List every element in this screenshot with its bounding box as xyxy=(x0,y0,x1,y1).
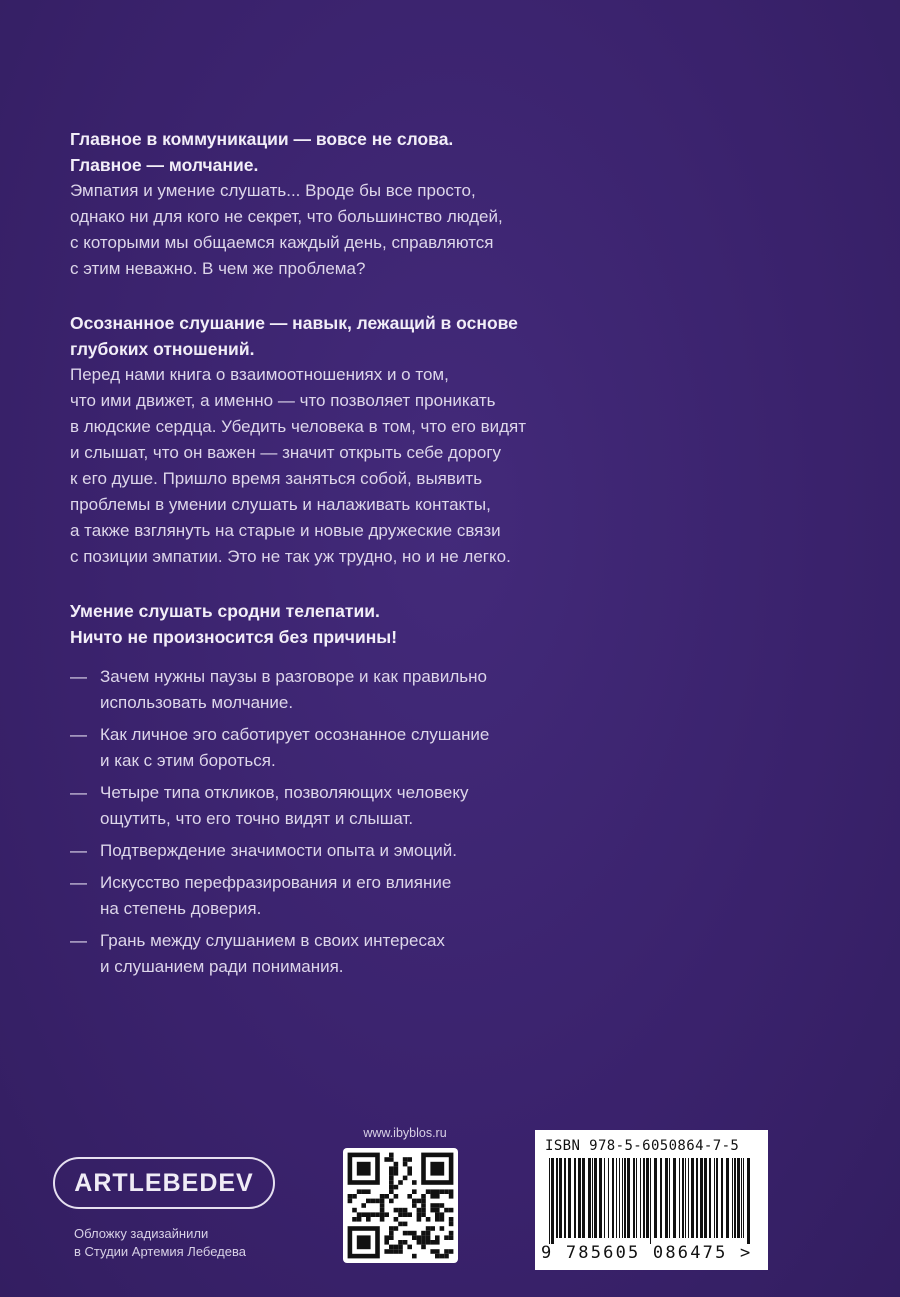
section-body-line: к его душе. Пришло время заняться собой, выявить xyxy=(70,469,483,488)
artlebedev-logo: ARTLEBEDEV xyxy=(53,1157,275,1209)
list-dash: — xyxy=(70,725,87,744)
list-dash: — xyxy=(70,931,87,950)
publisher-url[interactable]: www.ibyblos.ru xyxy=(363,1126,447,1140)
qr-code-icon xyxy=(343,1148,458,1263)
section-body-line: Эмпатия и умение слушать... Вроде бы все просто, xyxy=(70,181,476,200)
list-item-text xyxy=(100,838,550,864)
isbn-number: ISBN 978-5-6050864-7-5 xyxy=(545,1138,740,1154)
section-body-line: проблемы в умении слушать и налаживать контакты, xyxy=(70,495,491,514)
section-heading: Умение слушать сродни телепатии. xyxy=(70,601,380,621)
section-heading: Осознанное слушание — навык, лежащий в основе xyxy=(70,313,518,333)
list-item-text xyxy=(100,664,550,716)
section-body-line: с которыми мы общаемся каждый день, справляются xyxy=(70,233,494,252)
section-body-line: с этим неважно. В чем же проблема? xyxy=(70,259,366,278)
section-body-line: а также взглянуть на старые и новые дружеские связи xyxy=(70,521,501,540)
list-dash: — xyxy=(70,783,87,802)
list-item-line: на степень доверия. xyxy=(100,899,262,918)
feature-list xyxy=(70,664,630,980)
list-dash: — xyxy=(70,873,87,892)
list-item-line: Искусство перефразирования и его влияние xyxy=(100,873,452,892)
list-item-text xyxy=(100,870,550,922)
credit-line: в Студии Артемия Лебедева xyxy=(74,1244,246,1259)
list-item xyxy=(70,838,630,864)
list-item xyxy=(70,870,630,922)
section-body-line: что ими движет, а именно — что позволяет проникать xyxy=(70,391,496,410)
list-item-line: и как с этим бороться. xyxy=(100,751,276,770)
list-item-text xyxy=(100,928,550,980)
section-heading: Ничто не произносится без причины! xyxy=(70,627,398,647)
cover-text xyxy=(70,126,630,1008)
list-item-text xyxy=(100,780,550,832)
design-credit xyxy=(74,1225,246,1261)
section-body-line: в людские сердца. Убедить человека в том, что его видят xyxy=(70,417,527,436)
section-body-line: с позиции эмпатии. Это не так уж трудно, но и не легко. xyxy=(70,547,511,566)
list-item-line: использовать молчание. xyxy=(100,693,294,712)
list-item-line: ощутить, что его точно видят и слышат. xyxy=(100,809,414,828)
list-item-line: Как личное эго саботирует осознанное слушание xyxy=(100,725,490,744)
section-body-line: и слышат, что он важен — значит открыть себе дорогу xyxy=(70,443,502,462)
list-item-line: и слушанием ради понимания. xyxy=(100,957,344,976)
list-dash: — xyxy=(70,841,87,860)
list-item xyxy=(70,722,630,774)
section-heading: глубоких отношений. xyxy=(70,339,255,359)
text-section xyxy=(70,310,630,570)
list-item-line: Четыре типа откликов, позволяющих человеку xyxy=(100,783,469,802)
list-item xyxy=(70,780,630,832)
list-item-text xyxy=(100,722,550,774)
ean-digits: 9 785605 086475 > xyxy=(541,1243,753,1263)
barcode-icon xyxy=(549,1158,754,1244)
section-heading: Главное в коммуникации — вовсе не слова. xyxy=(70,129,454,149)
text-section xyxy=(70,126,630,282)
list-dash: — xyxy=(70,667,87,686)
section-body-line: Перед нами книга о взаимоотношениях и о том, xyxy=(70,365,449,384)
section-heading: Главное — молчание. xyxy=(70,155,259,175)
list-item xyxy=(70,664,630,716)
section-body-line: однако ни для кого не секрет, что большинство людей, xyxy=(70,207,503,226)
list-item-line: Зачем нужны паузы в разговоре и как правильно xyxy=(100,667,487,686)
text-section xyxy=(70,598,630,980)
list-item-line: Подтверждение значимости опыта и эмоций. xyxy=(100,841,457,860)
list-item xyxy=(70,928,630,980)
isbn-barcode xyxy=(535,1130,768,1270)
list-item-line: Грань между слушанием в своих интересах xyxy=(100,931,445,950)
credit-line: Обложку задизайнили xyxy=(74,1226,209,1241)
